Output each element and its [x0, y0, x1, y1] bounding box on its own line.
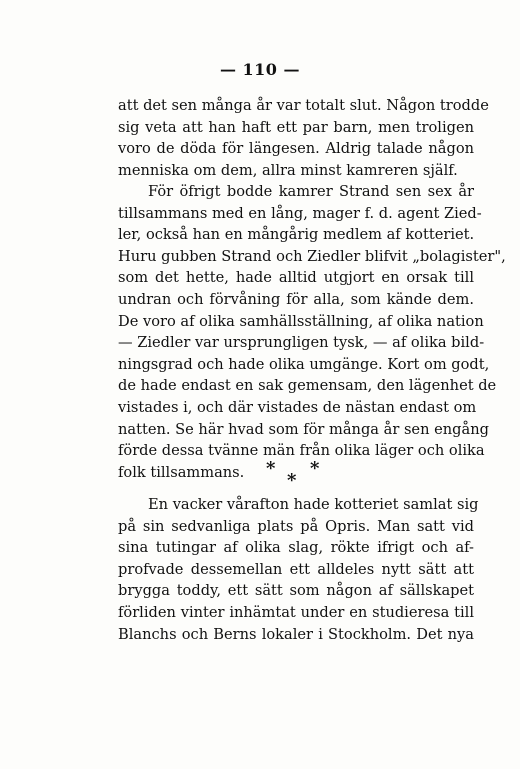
text-line: sig veta att han haft ett par barn, men troligen: [118, 118, 474, 136]
section-separator: [260, 458, 320, 491]
text-line: menniska om dem, allra minst kamreren själf.: [118, 161, 458, 179]
text-line: förliden vinter inhämtat under en studieresa till: [118, 603, 474, 621]
asterisk: *: [310, 458, 320, 479]
text-line: de hade endast en sak gemensam, den lägenhet de: [118, 377, 497, 395]
text-line: voro de döda för längesen. Aldrig talade någon: [118, 140, 474, 158]
text-line: på sin sedvanliga plats på Opris. Man satt vid: [118, 517, 474, 535]
asterisk: *: [266, 458, 276, 479]
text-line: De voro af olika samhällsställning, af olika nation: [118, 312, 484, 330]
text-line: Huru gubben Strand och Ziedler blifvit „bolagister",: [118, 247, 506, 265]
paragraph-1: [118, 95, 489, 181]
paragraph-3: [118, 494, 479, 645]
text-line: natten. Se här hvad som för många år sen engång: [118, 420, 489, 438]
text-line: sina tutingar af olika slag, rökte ifrigt och af-: [118, 539, 474, 557]
text-line: Blanchs och Berns lokaler i Stockholm. Det nya: [118, 625, 474, 643]
text-line: — Ziedler var ursprungligen tysk, — af olika bild-: [118, 334, 485, 352]
text-line: tillsammans med en lång, mager f. d. agent Zied-: [118, 204, 482, 222]
text-line: folk tillsammans.: [118, 463, 245, 481]
text-line: vistades i, och där vistades de nästan endast om: [118, 398, 477, 416]
text-line: förde dessa tvänne män från olika läger och olika: [118, 442, 485, 460]
asterisk: *: [287, 470, 297, 491]
text-line: profvade dessemellan ett alldeles nytt sätt att: [118, 560, 474, 578]
page-number: — 110 —: [219, 60, 301, 79]
text-line: En vacker vårafton hade kotteriet samlat sig: [148, 496, 479, 513]
text-line: att det sen många år var totalt slut. Någon trodde: [118, 97, 489, 114]
text-line: ler, också han en mångårig medlem af kotteriet.: [118, 226, 475, 244]
text-line: som det hette, hade alltid utgjort en orsak till: [118, 269, 474, 287]
text-line: ningsgrad och hade olika umgänge. Kort om godt,: [118, 355, 490, 373]
paragraph-2: [118, 181, 506, 483]
text-line: brygga toddy, ett sätt som någon af sällskapet: [118, 582, 474, 600]
text-line: undran och förvåning för alla, som kände dem.: [118, 290, 474, 308]
text-line: För öfrigt bodde kamrer Strand sen sex år: [148, 183, 474, 200]
